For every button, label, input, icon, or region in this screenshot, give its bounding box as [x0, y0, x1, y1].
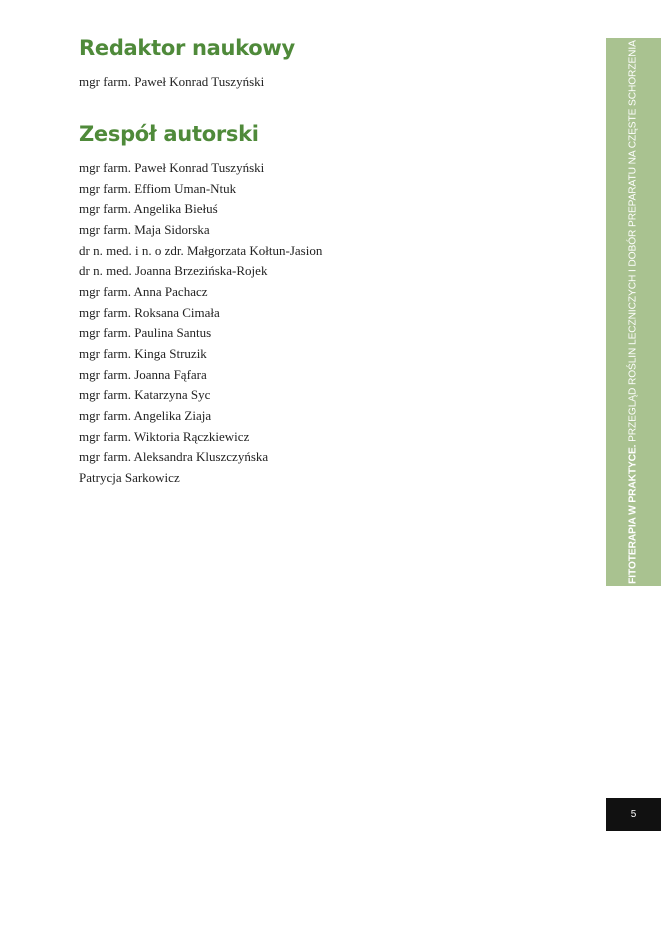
editor-heading: Redaktor naukowy [79, 36, 295, 60]
author-item: mgr farm. Aleksandra Kluszczyńska [79, 449, 269, 465]
page-number: 5 [630, 809, 637, 820]
authors-heading: Zespół autorski [79, 122, 259, 146]
author-list [79, 160, 322, 491]
author-item: mgr farm. Paulina Santus [79, 325, 212, 341]
author-item: mgr farm. Effiom Uman-Ntuk [79, 180, 237, 196]
author-item: dr n. med. Joanna Brzezińska-Rojek [79, 263, 268, 279]
author-item: mgr farm. Paweł Konrad Tuszyński [79, 160, 265, 175]
side-tab-title [628, 40, 639, 584]
author-item: mgr farm. Anna Pachacz [79, 283, 208, 299]
book-title: FITOTERAPIA W PRAKTYCE. [627, 444, 639, 584]
author-item: mgr farm. Maja Sidorska [79, 221, 210, 237]
page-number-box [606, 798, 661, 831]
author-item: mgr farm. Joanna Fąfara [79, 366, 207, 382]
author-item: mgr farm. Kinga Struzik [79, 345, 207, 361]
author-item: dr n. med. i n. o zdr. Małgorzata Kołtun-Jasion [79, 242, 323, 258]
author-item: mgr farm. Wiktoria Rączkiewicz [79, 428, 250, 444]
author-item: mgr farm. Angelika Biełuś [79, 201, 218, 217]
author-item: Patrycja Sarkowicz [79, 469, 180, 485]
author-item: mgr farm. Angelika Ziaja [79, 407, 212, 423]
author-item: mgr farm. Katarzyna Syc [79, 387, 211, 403]
editor-name: mgr farm. Paweł Konrad Tuszyński [79, 74, 265, 89]
author-item: mgr farm. Roksana Cimała [79, 304, 220, 320]
book-subtitle: PRZEGLĄD ROŚLIN LECZNICZYCH I DOBÓR PREPARATU NA CZĘSTE SCHORZENIA [627, 40, 639, 445]
